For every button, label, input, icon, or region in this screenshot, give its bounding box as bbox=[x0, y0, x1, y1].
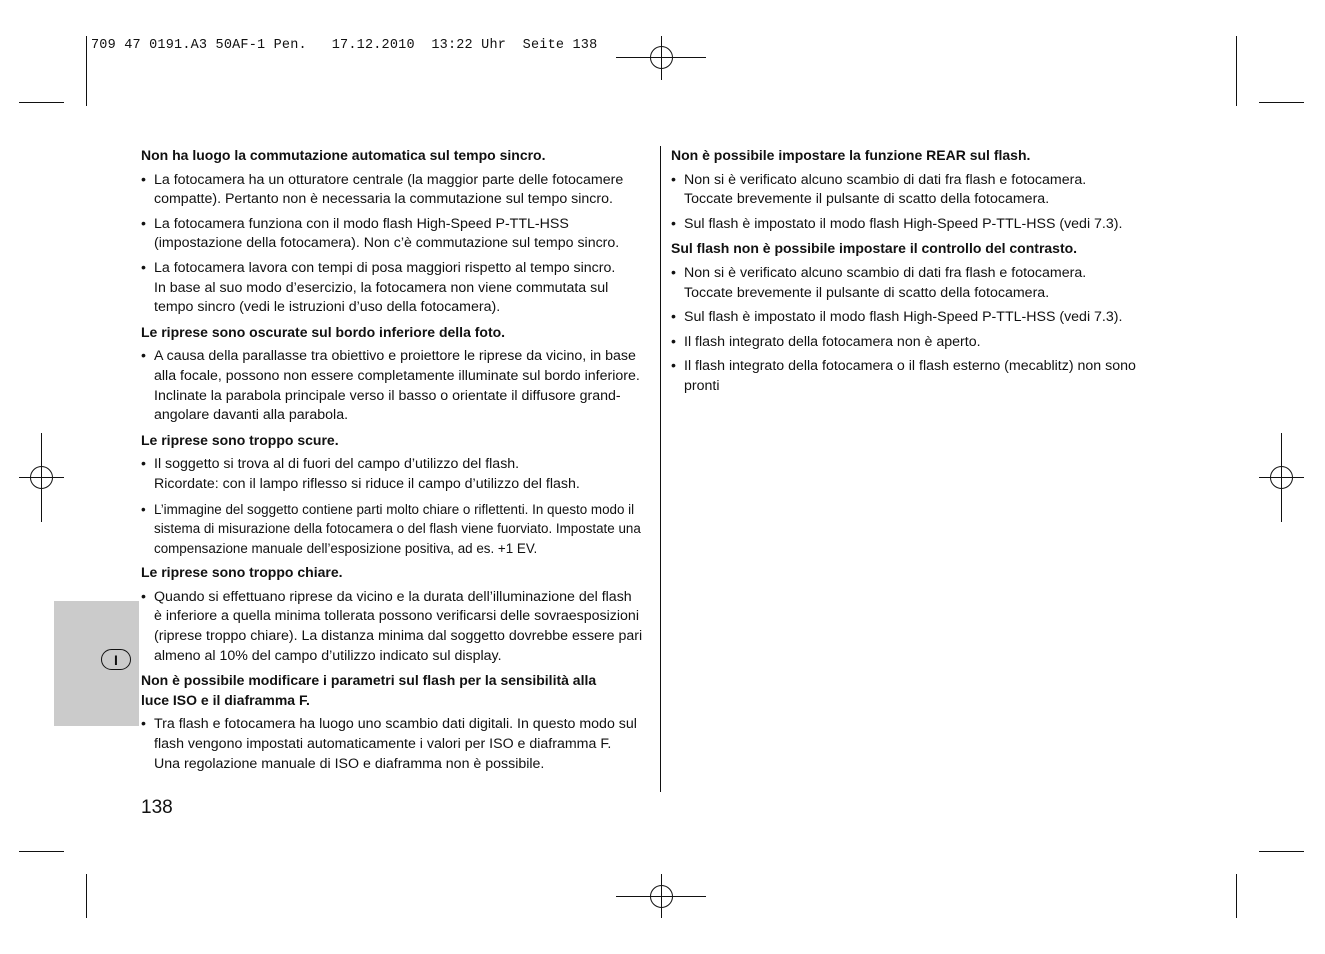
bullet-item: • Il soggetto si trova al di fuori del campo d’utilizzo del flash. Ricordate: con il lampo riflesso si riduce il campo d’utilizzo del flash. bbox=[141, 455, 656, 494]
bullet-item: • L’immagine del soggetto contiene parti molto chiare o riflettenti. In questo modo il sistema di misurazione della fotocamera o del flash viene fuorviato. Impostate una compensazione manuale dell’esposizione positiva, ad es. +1 EV. bbox=[141, 500, 656, 559]
bullet-item: • Non si è verificato alcuno scambio di dati fra flash e fotocamera. Toccate brevemente il pulsante di scatto della fotocamera. bbox=[671, 264, 1151, 303]
bullet-item: • La fotocamera ha un otturatore centrale (la maggior parte delle fotocamere compatte). Pertanto non è necessaria la commutazione sul tempo sincro. bbox=[141, 171, 656, 210]
section-heading: Le riprese sono troppo scure. bbox=[141, 431, 339, 448]
section-heading: Sul flash non è possibile impostare il controllo del contrasto. bbox=[671, 240, 1078, 257]
section-heading: Non è possibile impostare la funzione REAR sul flash. bbox=[671, 147, 1031, 163]
left-column bbox=[141, 146, 656, 779]
section-heading: Non è possibile modificare i parametri sul flash per la sensibilità alla luce ISO e il diaframma F. bbox=[141, 672, 597, 708]
print-header: 709 47 0191.A3 50AF-1 Pen. 17.12.2010 13:22 Uhr Seite 138 bbox=[91, 38, 598, 53]
bullet-item: • Il flash integrato della fotocamera o il flash esterno (mecablitz) non sono pronti bbox=[671, 357, 1151, 396]
page-number: 138 bbox=[141, 797, 173, 818]
column-divider bbox=[660, 146, 661, 792]
bullet-item: • La fotocamera funziona con il modo flash High-Speed P-TTL-HSS (impostazione della fotocamera). Non c’è commutazione sul tempo sincro. bbox=[141, 215, 656, 254]
language-badge bbox=[101, 649, 131, 670]
bullet-item: • La fotocamera lavora con tempi di posa maggiori rispetto al tempo sincro. In base al suo modo d’esercizio, la fotocamera non viene commutata sul tempo sincro (vedi le istruzioni d’uso della fotocamera). bbox=[141, 259, 656, 318]
section-heading: Le riprese sono oscurate sul bordo inferiore della foto. bbox=[141, 323, 506, 340]
language-code: I bbox=[114, 651, 118, 668]
right-column bbox=[671, 146, 1151, 402]
section-heading: Non ha luogo la commutazione automatica sul tempo sincro. bbox=[141, 147, 546, 163]
bullet-item: • Sul flash è impostato il modo flash High-Speed P-TTL-HSS (vedi 7.3). bbox=[671, 215, 1151, 235]
bullet-item: • Il flash integrato della fotocamera non è aperto. bbox=[671, 333, 1151, 353]
bullet-item: • Sul flash è impostato il modo flash High-Speed P-TTL-HSS (vedi 7.3). bbox=[671, 308, 1151, 328]
bullet-item: • Tra flash e fotocamera ha luogo uno scambio dati digitali. In questo modo sul flash vengono impostati automaticamente i valori per ISO e diaframma F. Una regolazione manuale di ISO e diaframma non è possibile. bbox=[141, 715, 656, 774]
bullet-item: • Quando si effettuano riprese da vicino e la durata dell’illuminazione del flash è inferiore a quella minima tollerata possono verificarsi delle sovraesposizioni (riprese troppo chiare). La distanza minima dal soggetto dovrebbe essere pari almeno al 10% del campo d’utilizzo indicato sul display. bbox=[141, 588, 656, 666]
section-heading: Le riprese sono troppo chiare. bbox=[141, 564, 343, 581]
bullet-item: • A causa della parallasse tra obiettivo e proiettore le riprese da vicino, in base alla focale, possono non essere completamente illuminate sul bordo inferiore. Inclinate la parabola principale verso il basso o orientate il diffusore grand- angolare davanti alla parabola. bbox=[141, 347, 656, 425]
bullet-item: • Non si è verificato alcuno scambio di dati fra flash e fotocamera. Toccate brevemente il pulsante di scatto della fotocamera. bbox=[671, 171, 1151, 210]
